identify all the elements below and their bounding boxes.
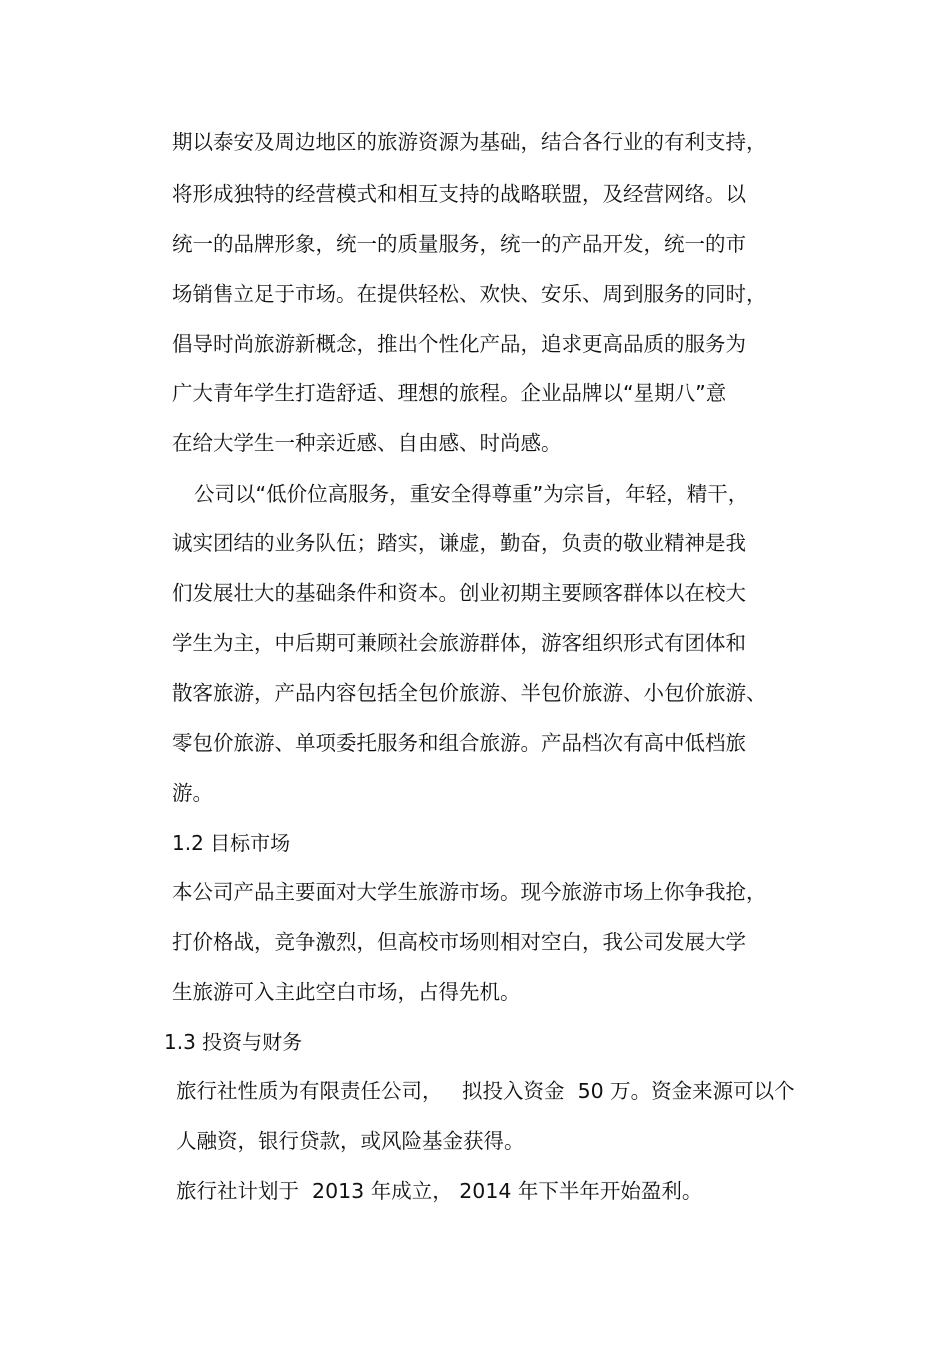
text-line: 散客旅游，产品内容包括全包价旅游、半包价旅游、小包价旅游、: [172, 681, 767, 705]
text-line: 将形成独特的经营模式和相互支持的战略联盟，及经营网络。以: [172, 182, 746, 206]
text-line: 广大青年学生打造舒适、理想的旅程。企业品牌以“星期八”意: [172, 381, 727, 405]
text-line: 们发展壮大的基础条件和资本。创业初期主要顾客群体以在校大: [172, 581, 746, 605]
text-line: 本公司产品主要面对大学生旅游市场。现今旅游市场上你争我抢，: [172, 880, 767, 904]
text-line: 统一的品牌形象，统一的质量服务，统一的产品开发，统一的市: [172, 232, 746, 256]
text-line: 零包价旅游、单项委托服务和组合旅游。产品档次有高中低档旅: [172, 731, 746, 755]
text-line: 旅行社性质为有限责任公司， 拟投入资金 50 万。资金来源可以个: [176, 1079, 795, 1103]
text-line: 人融资，银行贷款，或风险基金获得。: [176, 1129, 525, 1153]
section-heading: 1.3 投资与财务: [164, 1030, 303, 1054]
text-line: 打价格战，竞争激烈，但高校市场则相对空白，我公司发展大学: [172, 930, 746, 954]
text-line: 诚实团结的业务队伍；踏实，谦虚，勤奋，负责的敬业精神是我: [172, 531, 746, 555]
text-line: 公司以“低价位高服务，重安全得尊重”为宗旨，年轻，精干，: [194, 482, 749, 506]
text-line: 学生为主，中后期可兼顾社会旅游群体，游客组织形式有团体和: [172, 631, 746, 655]
section-heading: 1.2 目标市场: [172, 831, 291, 855]
text-line: 在给大学生一种亲近感、自由感、时尚感。: [172, 431, 562, 455]
text-line: 旅行社计划于 2013 年成立， 2014 年下半年开始盈利。: [176, 1179, 703, 1203]
text-line: 游。: [172, 781, 213, 805]
text-line: 倡导时尚旅游新概念，推出个性化产品，追求更高品质的服务为: [172, 332, 746, 356]
text-line: 期以泰安及周边地区的旅游资源为基础，结合各行业的有利支持，: [172, 130, 767, 154]
text-line: 生旅游可入主此空白市场，占得先机。: [172, 980, 521, 1004]
text-line: 场销售立足于市场。在提供轻松、欢快、安乐、周到服务的同时，: [172, 282, 767, 306]
